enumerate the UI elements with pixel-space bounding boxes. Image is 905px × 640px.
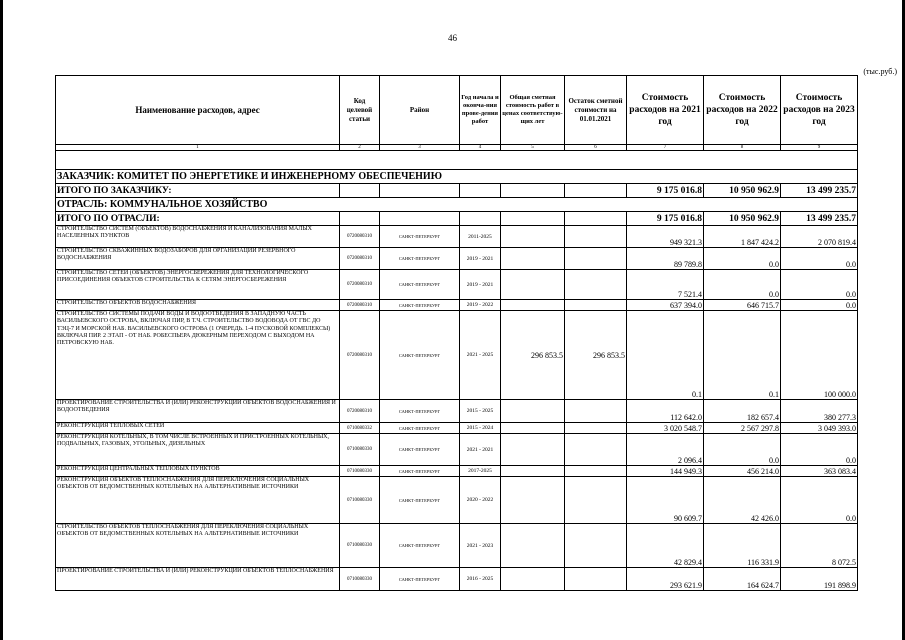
target-code: 0710080330 [340, 434, 380, 466]
total-estimated-cost: 296 853.5 [501, 311, 565, 400]
table-row [56, 226, 858, 248]
header-row [56, 76, 858, 145]
work-years: 2020 - 2022 [460, 477, 501, 524]
cost-2023: 0.0 [781, 300, 858, 311]
district: САНКТ-ПЕТЕРБУРГ [380, 270, 460, 300]
district: САНКТ-ПЕТЕРБУРГ [380, 300, 460, 311]
expense-name: РЕКОНСТРУКЦИЯ КОТЕЛЬНЫХ, В ТОМ ЧИСЛЕ ВСТРОЕННЫХ И ПРИСТРОЕННЫХ КОТЕЛЬНЫХ, ПОДВАЛЬНЫХ, ГАЗОВЫХ, УГОЛЬНЫХ, ДИЗЕЛЬНЫХ [56, 434, 340, 466]
work-years: 2019 - 2021 [460, 270, 501, 300]
cost-2023: 0.0 [781, 248, 858, 270]
sector-heading: ОТРАСЛЬ: КОММУНАЛЬНОЕ ХОЗЯЙСТВО [56, 198, 858, 212]
cost-2022: 646 715.7 [704, 300, 781, 311]
column-number: 1 [56, 145, 340, 151]
estimated-remainder [565, 400, 627, 423]
estimated-remainder [565, 270, 627, 300]
sector-total-2021: 9 175 016.8 [627, 212, 704, 226]
work-years: 2011-2025 [460, 226, 501, 248]
work-years: 2021 - 2021 [460, 434, 501, 466]
cost-2023: 0.0 [781, 434, 858, 466]
customer-total-2023: 13 499 235.7 [781, 184, 858, 198]
document-page [3, 0, 902, 640]
header-district: Район [380, 76, 460, 145]
customer-total-2022: 10 950 962.9 [704, 184, 781, 198]
total-estimated-cost [501, 568, 565, 591]
total-estimated-cost [501, 477, 565, 524]
table-row [56, 311, 858, 400]
column-number: 2 [340, 145, 380, 151]
cost-2023: 191 898.9 [781, 568, 858, 591]
district: САНКТ-ПЕТЕРБУРГ [380, 524, 460, 568]
header-code: Код целевой статьи [340, 76, 380, 145]
expense-rows [56, 226, 858, 591]
cost-2021: 2 096.4 [627, 434, 704, 466]
cost-2023: 2 070 819.4 [781, 226, 858, 248]
cost-2021: 144 949.3 [627, 466, 704, 477]
total-estimated-cost [501, 270, 565, 300]
table-row [56, 270, 858, 300]
cost-2021: 949 321.3 [627, 226, 704, 248]
table-row [56, 434, 858, 466]
work-years: 2021 - 2025 [460, 311, 501, 400]
estimated-remainder: 296 853.5 [565, 311, 627, 400]
expense-name: ПРОЕКТИРОВАНИЕ СТРОИТЕЛЬСТВА И (ИЛИ) РЕКОНСТРУКЦИИ ОБЪЕКТОВ ВОДОСНАБЖЕНИЯ И ВОДООТВЕДЕНИЯ [56, 400, 340, 423]
cost-2022: 2 567 297.8 [704, 423, 781, 434]
target-code: 0710080330 [340, 568, 380, 591]
cost-2021: 42 829.4 [627, 524, 704, 568]
target-code: 0720080310 [340, 400, 380, 423]
cost-2021: 3 020 548.7 [627, 423, 704, 434]
units-label: (тыс.руб.) [863, 67, 897, 76]
cost-2022: 0.0 [704, 434, 781, 466]
customer-total-2021: 9 175 016.8 [627, 184, 704, 198]
expense-name: СТРОИТЕЛЬСТВО ОБЪЕКТОВ ВОДОСНАБЖЕНИЯ [56, 300, 340, 311]
cost-2022: 182 657.4 [704, 400, 781, 423]
expense-name: РЕКОНСТРУКЦИЯ ЦЕНТРАЛЬНЫХ ТЕПЛОВЫХ ПУНКТОВ [56, 466, 340, 477]
table-row [56, 568, 858, 591]
column-number: 5 [501, 145, 565, 151]
table-row [56, 466, 858, 477]
header-2021: Стоимость расходов на 2021 год [627, 76, 704, 145]
district: САНКТ-ПЕТЕРБУРГ [380, 400, 460, 423]
cost-2023: 363 083.4 [781, 466, 858, 477]
sector-total-2022: 10 950 962.9 [704, 212, 781, 226]
total-estimated-cost [501, 226, 565, 248]
cost-2023: 0.0 [781, 270, 858, 300]
expenses-table [55, 75, 858, 591]
header-2022: Стоимость расходов на 2022 год [704, 76, 781, 145]
cost-2022: 0.0 [704, 270, 781, 300]
column-number: 8 [704, 145, 781, 151]
district: САНКТ-ПЕТЕРБУРГ [380, 568, 460, 591]
cost-2022: 164 624.7 [704, 568, 781, 591]
column-number: 7 [627, 145, 704, 151]
estimated-remainder [565, 300, 627, 311]
column-number: 6 [565, 145, 627, 151]
cost-2022: 0.1 [704, 311, 781, 400]
estimated-remainder [565, 423, 627, 434]
work-years: 2021 - 2023 [460, 524, 501, 568]
estimated-remainder [565, 434, 627, 466]
target-code: 0720080310 [340, 311, 380, 400]
cost-2023: 100 000.0 [781, 311, 858, 400]
header-name: Наименование расходов, адрес [56, 76, 340, 145]
header-2023: Стоимость расходов на 2023 год [781, 76, 858, 145]
expense-name: СТРОИТЕЛЬСТВО СКВАЖИННЫХ ВОДОЗАБОРОВ ДЛЯ ОРГАНИЗАЦИИ РЕЗЕРВНОГО ВОДОСНАБЖЕНИЯ [56, 248, 340, 270]
customer-total-label: ИТОГО ПО ЗАКАЗЧИКУ: [56, 184, 340, 198]
cost-2023: 8 072.5 [781, 524, 858, 568]
table-row [56, 477, 858, 524]
cost-2022: 0.0 [704, 248, 781, 270]
district: САНКТ-ПЕТЕРБУРГ [380, 466, 460, 477]
column-number: 3 [380, 145, 460, 151]
target-code: 0720080310 [340, 270, 380, 300]
expense-name: СТРОИТЕЛЬСТВО ОБЪЕКТОВ ТЕПЛОСНАБЖЕНИЯ ДЛЯ ПЕРЕКЛЮЧЕНИЯ СОЦИАЛЬНЫХ ОБЪЕКТОВ ОТ ВЕДОМСТВЕННЫХ КОТЕЛЬНЫХ НА АЛЬТЕРНАТИВНЫЕ ИСТОЧНИКИ [56, 524, 340, 568]
column-number: 4 [460, 145, 501, 151]
total-estimated-cost [501, 300, 565, 311]
spacer-row [56, 151, 858, 170]
cost-2022: 1 847 424.2 [704, 226, 781, 248]
district: САНКТ-ПЕТЕРБУРГ [380, 311, 460, 400]
table-row [56, 524, 858, 568]
page-number: 46 [448, 33, 457, 43]
estimated-remainder [565, 524, 627, 568]
customer-heading: ЗАКАЗЧИК: КОМИТЕТ ПО ЭНЕРГЕТИКЕ И ИНЖЕНЕРНОМУ ОБЕСПЕЧЕНИЮ [56, 170, 858, 184]
work-years: 2015 - 2024 [460, 423, 501, 434]
customer-total-row [56, 184, 858, 198]
table-row [56, 300, 858, 311]
district: САНКТ-ПЕТЕРБУРГ [380, 423, 460, 434]
work-years: 2019 - 2021 [460, 248, 501, 270]
cost-2021: 0.1 [627, 311, 704, 400]
cost-2023: 0.0 [781, 477, 858, 524]
target-code: 0720080310 [340, 226, 380, 248]
cost-2022: 42 426.0 [704, 477, 781, 524]
district: САНКТ-ПЕТЕРБУРГ [380, 226, 460, 248]
expense-name: СТРОИТЕЛЬСТВО СИСТЕМ (ОБЪЕКТОВ) ВОДОСНАБЖЕНИЯ И КАНАЛИЗОВАНИЯ МАЛЫХ НАСЕЛЕННЫХ ПУНКТОВ [56, 226, 340, 248]
target-code: 0710080332 [340, 423, 380, 434]
total-estimated-cost [501, 400, 565, 423]
work-years: 2017-2025 [460, 466, 501, 477]
estimated-remainder [565, 466, 627, 477]
customer-row [56, 170, 858, 184]
district: САНКТ-ПЕТЕРБУРГ [380, 477, 460, 524]
estimated-remainder [565, 226, 627, 248]
target-code: 0720080310 [340, 248, 380, 270]
cost-2021: 89 789.8 [627, 248, 704, 270]
target-code: 0710080330 [340, 466, 380, 477]
expense-name: РЕКОНСТРУКЦИЯ ТЕПЛОВЫХ СЕТЕЙ [56, 423, 340, 434]
table-row [56, 400, 858, 423]
expense-name: РЕКОНСТРУКЦИЯ ОБЪЕКТОВ ТЕПЛОСНАБЖЕНИЯ ДЛЯ ПЕРЕКЛЮЧЕНИЯ СОЦИАЛЬНЫХ ОБЪЕКТОВ ОТ ВЕДОМСТВЕННЫХ КОТЕЛЬНЫХ НА АЛЬТЕРНАТИВНЫЕ ИСТОЧНИКИ [56, 477, 340, 524]
sector-total-2023: 13 499 235.7 [781, 212, 858, 226]
cost-2021: 637 394.0 [627, 300, 704, 311]
total-estimated-cost [501, 434, 565, 466]
expense-name: ПРОЕКТИРОВАНИЕ СТРОИТЕЛЬСТВА И (ИЛИ) РЕКОНСТРУКЦИИ ОБЪЕКТОВ ТЕПЛОСНАБЖЕНИЯ [56, 568, 340, 591]
expense-name: СТРОИТЕЛЬСТВО СЕТЕЙ (ОБЪЕКТОВ) ЭНЕРГОСБЕРЕЖЕНИЯ ДЛЯ ТЕХНОЛОГИЧЕСКОГО ПРИСОЕДИНЕНИЯ ОБЪЕКТОВ СТРОИТЕЛЬСТВА К СЕТЯМ ЭНЕРГОСБЕРЕЖЕНИЯ [56, 270, 340, 300]
sector-total-label: ИТОГО ПО ОТРАСЛИ: [56, 212, 340, 226]
work-years: 2019 - 2022 [460, 300, 501, 311]
cost-2021: 293 621.9 [627, 568, 704, 591]
target-code: 0720080310 [340, 300, 380, 311]
estimated-remainder [565, 248, 627, 270]
cost-2022: 456 214.0 [704, 466, 781, 477]
total-estimated-cost [501, 524, 565, 568]
district: САНКТ-ПЕТЕРБУРГ [380, 248, 460, 270]
target-code: 0710080330 [340, 524, 380, 568]
total-estimated-cost [501, 466, 565, 477]
header-total-cost: Общая сметная стоимость работ в ценах соответствую-щих лет [501, 76, 565, 145]
work-years: 2016 - 2025 [460, 568, 501, 591]
cost-2023: 3 049 393.0 [781, 423, 858, 434]
district: САНКТ-ПЕТЕРБУРГ [380, 434, 460, 466]
sector-row [56, 198, 858, 212]
sector-total-row [56, 212, 858, 226]
header-remainder: Остаток сметной стоимости на 01.01.2021 [565, 76, 627, 145]
estimated-remainder [565, 477, 627, 524]
table-row [56, 423, 858, 434]
column-number: 9 [781, 145, 858, 151]
cost-2022: 116 331.9 [704, 524, 781, 568]
expense-name: СТРОИТЕЛЬСТВО СИСТЕМЫ ПОДАЧИ ВОДЫ И ВОДООТВЕДЕНИЯ В ЗАПАДНУЮ ЧАСТЬ ВАСИЛЬЕВСКОГО ОСТРОВА, ВКЛЮЧАЯ ПИР, В Т.Ч. СТРОИТЕЛЬСТВО ВОДОВОДА ОТ ГВС ДО ТЭЦ-7 И МОРСКОЙ НАБ. ВАСИЛЬЕВСКОГО ОСТРОВА (1 ОЧЕРЕДЬ. 1-4 ПУСКОВОЙ КОМПЛЕКСЫ) ВКЛЮЧАЯ ПИР. 2 ЭТАП - ОТ НАБ. РОБЕСПЬЕРА ДЮКЕРНЫМ ПЕРЕХОДОМ С ВЫХОДОМ НА ПЕТРОВСКУЮ НАБ. [56, 311, 340, 400]
cost-2021: 90 609.7 [627, 477, 704, 524]
table-row [56, 248, 858, 270]
cost-2023: 380 277.3 [781, 400, 858, 423]
estimated-remainder [565, 568, 627, 591]
work-years: 2015 - 2025 [460, 400, 501, 423]
cost-2021: 7 521.4 [627, 270, 704, 300]
total-estimated-cost [501, 248, 565, 270]
total-estimated-cost [501, 423, 565, 434]
header-years: Год начала и оконча-ния прове-дения работ [460, 76, 501, 145]
target-code: 0710080330 [340, 477, 380, 524]
cost-2021: 112 642.0 [627, 400, 704, 423]
